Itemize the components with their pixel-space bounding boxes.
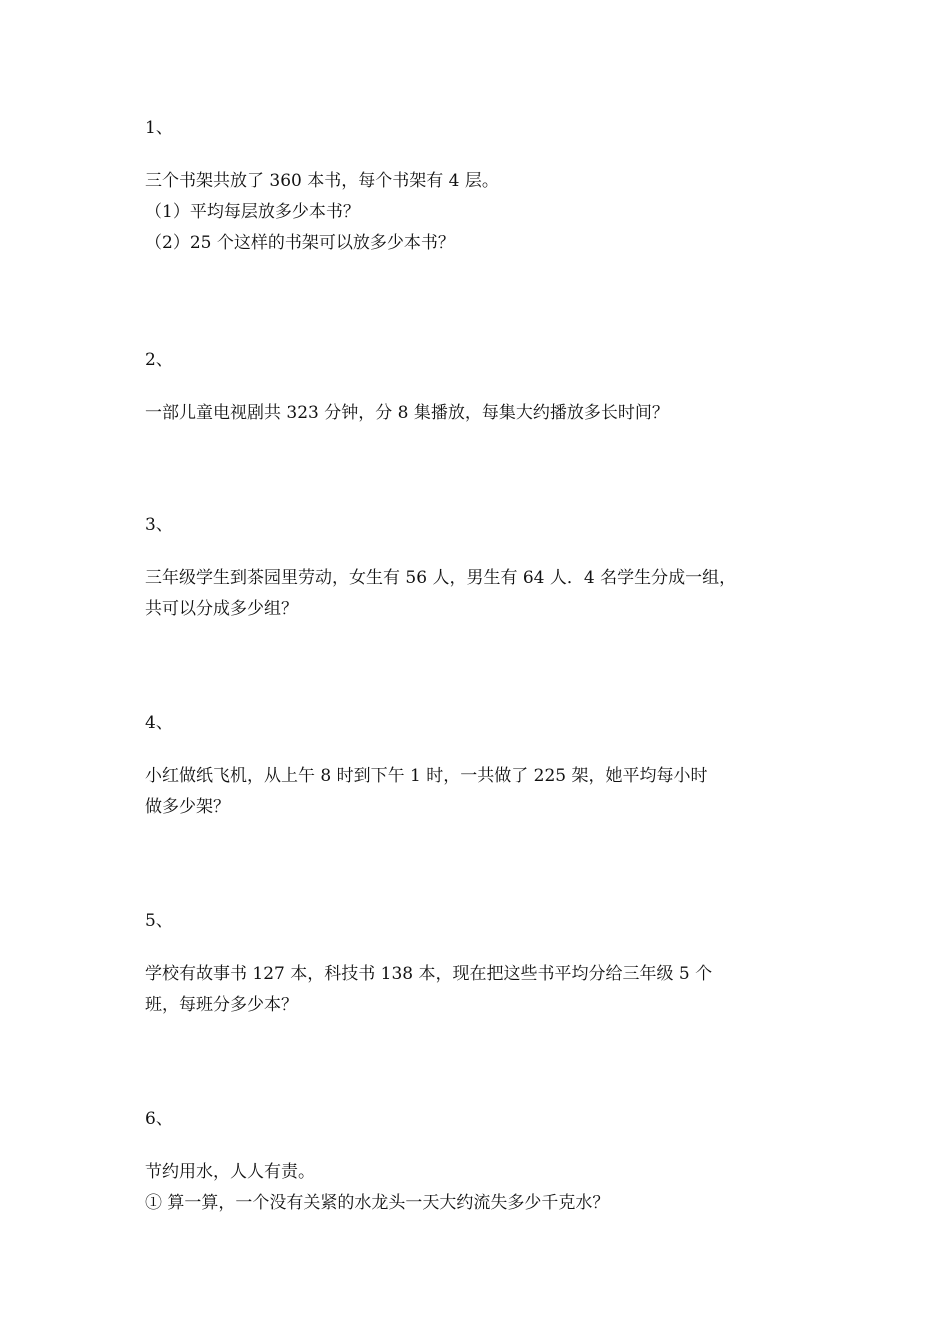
problem-line: 节约用水，人人有责。 — [145, 1162, 315, 1182]
problem-line: 三年级学生到茶园里劳动，女生有 56 人，男生有 64 人．4 名学生分成一组， — [145, 568, 737, 588]
problem-line: 共可以分成多少组？ — [145, 599, 298, 619]
problem-text — [145, 1157, 835, 1219]
problem-number: 5、 — [145, 911, 173, 931]
problem-line: 班，每班分多少本？ — [145, 995, 298, 1015]
problem-line: 一部儿童电视剧共 323 分钟，分 8 集播放，每集大约播放多长时间？ — [145, 403, 669, 423]
problem-number: 6、 — [145, 1109, 173, 1129]
problem-line: 做多少架？ — [145, 797, 230, 817]
problem-number: 1、 — [145, 118, 173, 138]
problem-text — [145, 563, 835, 625]
problem-line: 三个书架共放了 360 本书，每个书架有 4 层。 — [145, 171, 499, 191]
problem-text — [145, 398, 835, 429]
problem-line: 小红做纸飞机，从上午 8 时到下午 1 时，一共做了 225 架，她平均每小时 — [145, 766, 708, 786]
problem-line: （1）平均每层放多少本书？ — [145, 202, 360, 222]
problem-number: 3、 — [145, 515, 173, 535]
problem-line: ① 算一算，一个没有关紧的水龙头一天大约流失多少千克水？ — [145, 1193, 610, 1213]
problem-text — [145, 761, 835, 823]
problem-line: 学校有故事书 127 本，科技书 138 本，现在把这些书平均分给三年级 5 个 — [145, 964, 713, 984]
problem-text — [145, 166, 835, 259]
problem-text — [145, 959, 835, 1021]
problem-number: 2、 — [145, 350, 173, 370]
problem-number: 4、 — [145, 713, 173, 733]
problem-line: （2）25 个这样的书架可以放多少本书？ — [145, 233, 455, 253]
